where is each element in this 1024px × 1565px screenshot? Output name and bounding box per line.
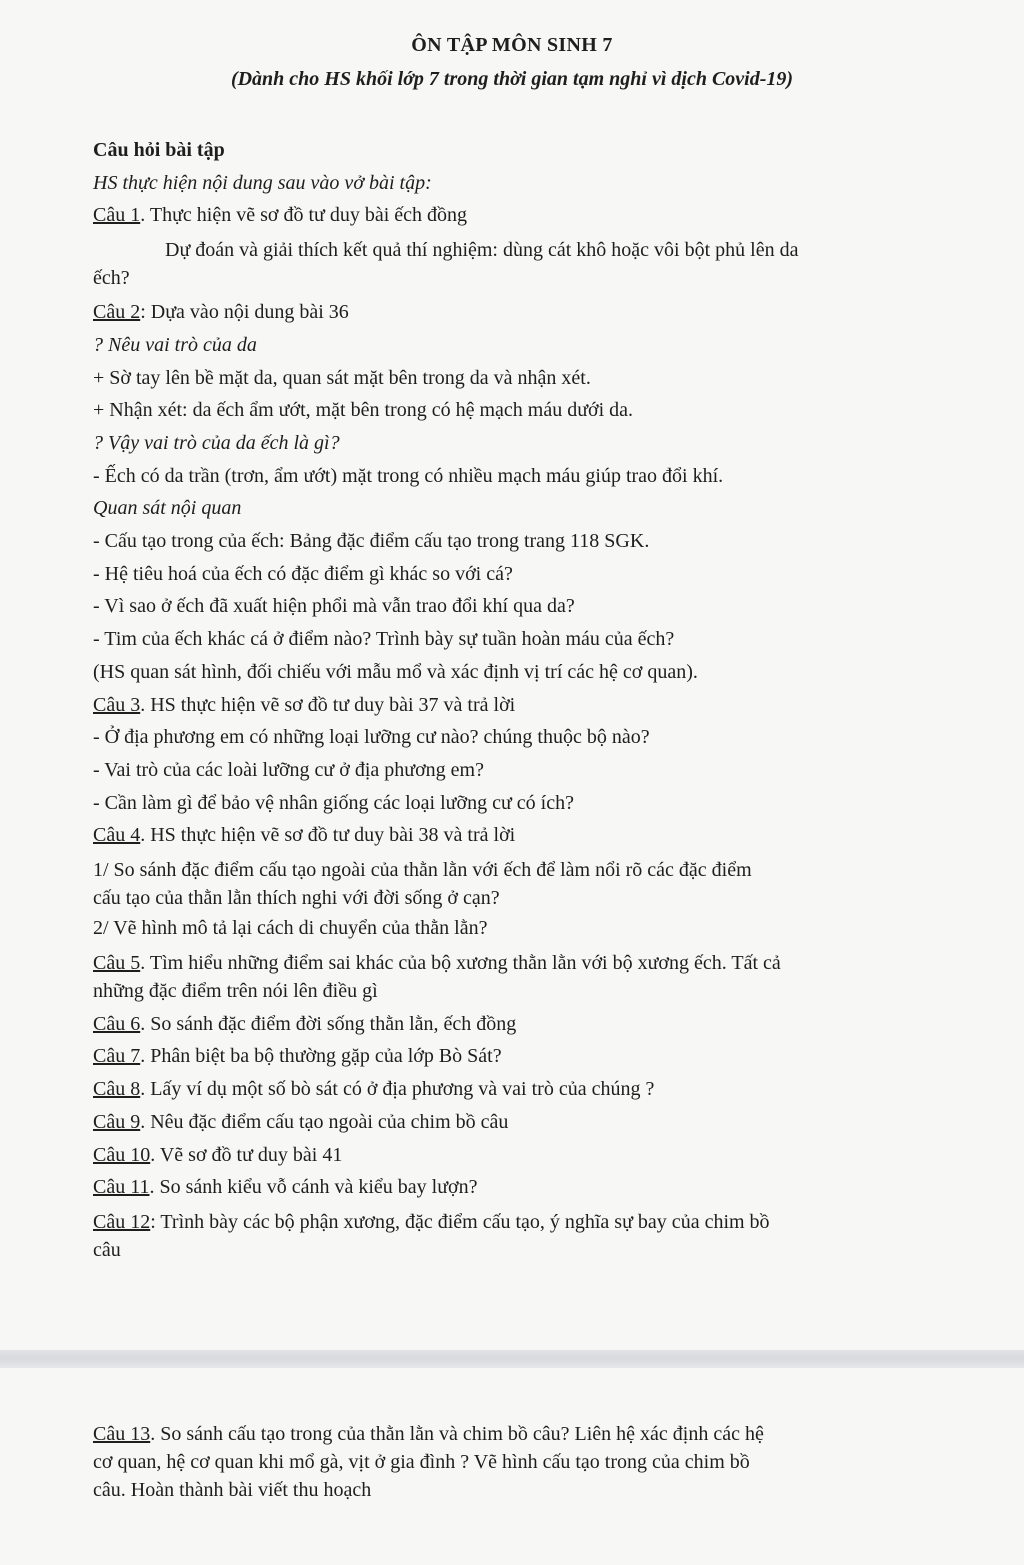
question-label: Câu 3: [93, 693, 141, 716]
question-text: . Tìm hiểu những điểm sai khác của bộ xương thằn lằn với bộ xương ếch. Tất cả: [140, 951, 781, 974]
section-instruction: HS thực hiện nội dung sau vào vở bài tập:: [93, 171, 432, 194]
question-12-cont: câu: [93, 1238, 121, 1261]
question-2: [93, 296, 953, 329]
question-text: . So sánh đặc điểm đời sống thằn lằn, ếch đồng: [140, 1012, 517, 1035]
list-item: - Ếch có da trần (trơn, ẩm ướt) mặt trong có nhiều mạch máu giúp trao đổi khí.: [93, 464, 724, 487]
question-label: Câu 10: [93, 1143, 151, 1166]
question-11: [93, 1171, 953, 1204]
list-item: - Ở địa phương em có những loại lưỡng cư nào? chúng thuộc bộ nào?: [93, 726, 650, 749]
question-9: [93, 1106, 953, 1139]
question-8: [93, 1073, 953, 1106]
question-13-cont: cơ quan, hệ cơ quan khi mổ gà, vịt ở gia đình ? Vẽ hình cấu tạo trong của chim bồ: [93, 1451, 750, 1473]
question-10: [93, 1139, 953, 1172]
question-label: Câu 6: [93, 1012, 141, 1035]
question-4: [93, 819, 953, 852]
list-item: - Vai trò của các loài lưỡng cư ở địa phương em?: [93, 758, 484, 781]
list-item: - Cấu tạo trong của ếch: Bảng đặc điểm cấu tạo trong trang 118 SGK.: [93, 530, 650, 553]
question-text: . HS thực hiện vẽ sơ đồ tư duy bài 38 và trả lời: [140, 824, 516, 847]
list-item: - Vì sao ở ếch đã xuất hiện phổi mà vẫn trao đổi khí qua da?: [93, 595, 575, 618]
question-label: Câu 12: [93, 1210, 151, 1233]
question-1-predict: Dự đoán và giải thích kết quả thí nghiệm: dùng cát khô hoặc vôi bột phủ lên da: [165, 239, 799, 262]
question-1: [93, 199, 953, 232]
question-label: Câu 4: [93, 824, 141, 847]
list-item-cont: cấu tạo của thằn lằn thích nghi với đời sống ở cạn?: [93, 887, 500, 910]
question-text: . So sánh cấu tạo trong của thằn lằn và chim bồ câu? Liên hệ xác định các hệ: [150, 1423, 764, 1445]
list-item: + Nhận xét: da ếch ẩm ướt, mặt bên trong có hệ mạch máu dưới da.: [93, 399, 634, 422]
question-text: . Vẽ sơ đồ tư duy bài 41: [150, 1143, 343, 1166]
document-title: ÔN TẬP MÔN SINH 7: [411, 34, 613, 56]
list-item: 2/ Vẽ hình mô tả lại cách di chuyển của thằn lằn?: [93, 917, 488, 940]
list-item: + Sờ tay lên bề mặt da, quan sát mặt bên trong da và nhận xét.: [93, 366, 591, 389]
question-text: : Trình bày các bộ phận xương, đặc điểm cấu tạo, ý nghĩa sự bay của chim bồ: [150, 1210, 770, 1233]
question-1-predict-cont: ếch?: [93, 267, 130, 290]
section-heading: Câu hỏi bài tập: [93, 139, 225, 161]
question-label: Câu 1: [93, 204, 141, 227]
question-3: [93, 689, 953, 722]
list-item: ? Vậy vai trò của da ếch là gì?: [93, 431, 340, 454]
list-item: - Hệ tiêu hoá của ếch có đặc điểm gì khác so với cá?: [93, 562, 513, 585]
question-label: Câu 2: [93, 301, 141, 324]
question-13-cont: câu. Hoàn thành bài viết thu hoạch: [93, 1479, 372, 1501]
question-label: Câu 11: [93, 1176, 150, 1199]
question-13: [93, 1420, 933, 1448]
question-label: Câu 13: [93, 1423, 151, 1445]
question-6: [93, 1008, 953, 1041]
document-body-2: [93, 1420, 933, 1504]
question-7: [93, 1040, 953, 1073]
question-5-cont: những đặc điểm trên nói lên điều gì: [93, 979, 378, 1002]
list-item: (HS quan sát hình, đối chiếu với mẫu mổ và xác định vị trí các hệ cơ quan).: [93, 660, 698, 683]
page-divider: [0, 1350, 1024, 1368]
question-text: . Lấy ví dụ một số bò sát có ở địa phương và vai trò của chúng ?: [140, 1078, 655, 1101]
document-subtitle: (Dành cho HS khối lớp 7 trong thời gian tạm nghỉ vì dịch Covid-19): [230, 68, 794, 90]
question-label: Câu 8: [93, 1078, 141, 1101]
question-label: Câu 5: [93, 951, 141, 974]
question-text: . So sánh kiểu vỗ cánh và kiểu bay lượn?: [149, 1176, 478, 1199]
document-body: [93, 134, 953, 1264]
question-text: : Dựa vào nội dung bài 36: [140, 301, 349, 324]
question-text: . Nêu đặc điểm cấu tạo ngoài của chim bồ câu: [140, 1110, 509, 1133]
question-12: [93, 1208, 953, 1236]
question-text: . HS thực hiện vẽ sơ đồ tư duy bài 37 và trả lời: [140, 693, 516, 716]
list-item: Quan sát nội quan: [93, 497, 242, 520]
question-label: Câu 7: [93, 1045, 141, 1068]
list-item: - Cần làm gì để bảo vệ nhân giống các loại lưỡng cư có ích?: [93, 791, 574, 814]
question-5: [93, 949, 953, 977]
question-text: . Phân biệt ba bộ thường gặp của lớp Bò Sát?: [140, 1045, 502, 1068]
question-text: . Thực hiện vẽ sơ đồ tư duy bài ếch đồng: [140, 204, 468, 227]
list-item: - Tim của ếch khác cá ở điểm nào? Trình bày sự tuần hoàn máu của ếch?: [93, 628, 675, 651]
list-item: ? Nêu vai trò của da: [93, 333, 257, 356]
list-item: 1/ So sánh đặc điểm cấu tạo ngoài của thằn lằn với ếch để làm nổi rõ các đặc điểm: [93, 859, 752, 882]
question-label: Câu 9: [93, 1110, 141, 1133]
